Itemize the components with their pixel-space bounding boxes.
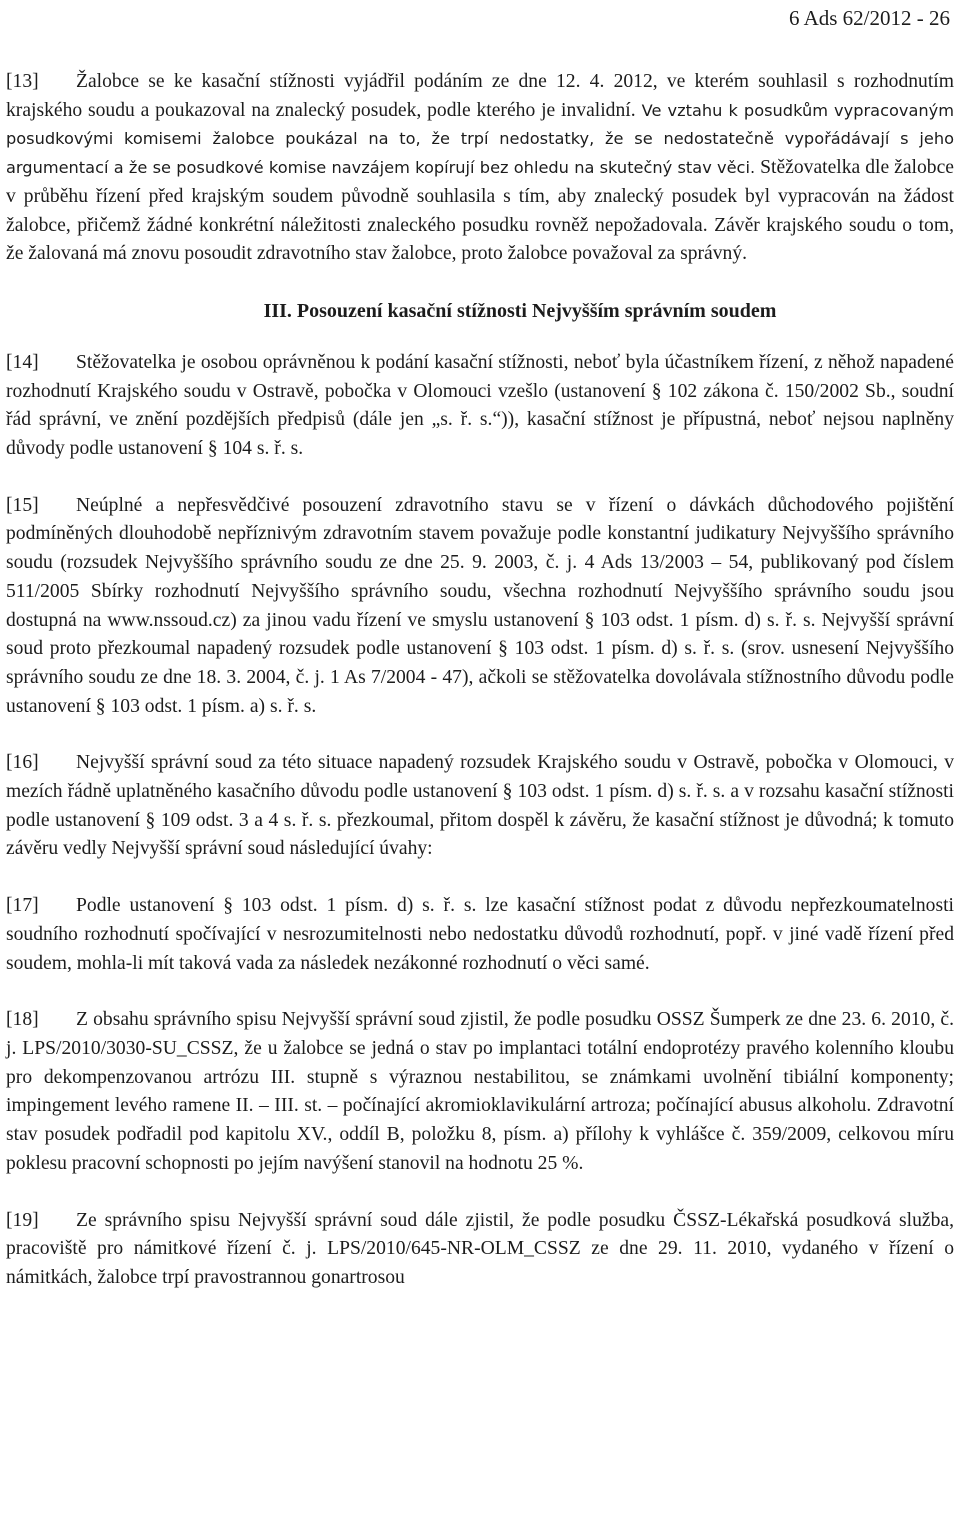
- document-body: [6, 68, 954, 1293]
- paragraph-number: [13]: [6, 71, 39, 92]
- paragraph-number: [18]: [6, 1009, 39, 1031]
- paragraph-17: [6, 892, 954, 978]
- paragraph-number: [15]: [6, 494, 39, 516]
- paragraph-text: Neúplné a nepřesvědčivé posouzení zdravotního stavu se v řízení o dávkách důchodového pojištění podmíněných dlouhodobě nepříznivým zdravotním stavem považuje podle konstantní judikatury Nejvyššího správního soudu (rozsudek Nejvyššího správního soudu ze dne 25. 9. 2003, č. j. 4 Ads 13/2003 – 54, publikovaný pod číslem 511/2005 Sbírky rozhodnutí Nejvyššího správního soudu, všechna rozhodnutí Nejvyššího správního soudu jsou dostupná na www.nssoud.cz) za jinou vadu řízení ve smyslu ustanovení § 103 odst. 1 písm. d) s. ř. s. Nejvyšší správní soud proto přezkoumal napadený rozsudek podle ustanovení § 103 odst. 1 písm. d) s. ř. s. (srov. usnesení Nejvyššího správního soudu ze dne 18. 3. 2004, č. j. 1 As 7/2004 - 47), ačkoli se stěžovatelka dovolávala stížnostního důvodu podle ustanovení § 103 odst. 1 písm. a) s. ř. s.: [6, 494, 954, 717]
- paragraph-text: Stěžovatelka je osobou oprávněnou k podání kasační stížnosti, neboť byla účastníkem řízení, z něhož napadené rozhodnutí Krajského soudu v Ostravě, pobočka v Olomouci vzešlo (ustanovení § 102 zákona č. 150/2002 Sb., soudní řád správní, ve znění pozdějších předpisů (dále jen „s. ř. s.“)), kasační stížnost je přípustná, neboť nejsou naplněny důvody podle ustanovení § 104 s. ř. s.: [6, 351, 954, 460]
- case-reference-header: 6 Ads 62/2012 - 26: [788, 6, 950, 30]
- paragraph-number: [14]: [6, 351, 39, 373]
- paragraph-number: [19]: [6, 1209, 39, 1231]
- paragraph-13: [6, 68, 954, 269]
- paragraph-14: [6, 349, 954, 464]
- paragraph-text: Stěžovatelka dle žalobce v průběhu řízení před krajským soudem původně souhlasila s tím, aby znalecký posudek byl vypracován na žádost žalobce, přičemž žádné konkrétní náležitosti znaleckého posudku rovněž nepožadovala. Závěr krajského soudu o tom, že žalovaná má znovu posoudit zdravotního stav žalobce, proto žalobce považoval za správný.: [6, 157, 954, 265]
- paragraph-text-sans: Ve vztahu k posudkům vypracovaným posudkovými komisemi žalobce poukázal na to, že trpí nedostatky, že se nedostatečně vypořádávají s jeho argumentací a že se posudkové komise navzájem kopírují bez ohledu na skutečný stav věci.: [6, 100, 954, 178]
- paragraph-18: [6, 1006, 954, 1178]
- paragraph-text: Nejvyšší správní soud za této situace napadený rozsudek Krajského soudu v Ostravě, pobočka v Olomouci, v mezích řádně uplatněného kasačního důvodu podle ustanovení § 103 odst. 1 písm. d) s. ř. s. a v rozsahu kasační stížnosti podle ustanovení § 109 odst. 3 a 4 s. ř. s. přezkoumal, přitom dospěl k závěru, že kasační stížnost je důvodná; k tomuto závěru vedly Nejvyšší správní soud následující úvahy:: [6, 752, 954, 860]
- paragraph-text: Ze správního spisu Nejvyšší správní soud dále zjistil, že podle posudku ČSSZ-Lékařská posudková služba, pracoviště pro námitkové řízení č. j. LPS/2010/645-NR-OLM_CSSZ ze dne 29. 11. 2010, vydaného v řízení o námitkách, žalobce trpí pravostrannou gonartrosou: [6, 1209, 954, 1288]
- paragraph-16: [6, 749, 954, 864]
- paragraph-text: Podle ustanovení § 103 odst. 1 písm. d) s. ř. s. lze kasační stížnost podat z důvodu nepřezkoumatelnosti soudního rozhodnutí spočívající v nesrozumitelnosti nebo nedostatku důvodů rozhodnutí, popř. v jiné vadě řízení před soudem, mohla-li mít taková vada za následek nezákonné rozhodnutí o věci samé.: [6, 895, 954, 974]
- paragraph-15: [6, 492, 954, 722]
- paragraph-number: [17]: [6, 895, 39, 917]
- paragraph-19: [6, 1207, 954, 1293]
- paragraph-text: Žalobce se ke kasační stížnosti vyjádřil podáním ze dne 12. 4. 2012, ve kterém souhlasil s rozhodnutím krajského soudu a poukazoval na znalecký posudek, podle kterého je invalidní.: [6, 71, 954, 121]
- paragraph-text: Z obsahu správního spisu Nejvyšší správní soud zjistil, že podle posudku OSSZ Šumperk ze dne 23. 6. 2010, č. j. LPS/2010/3030-SU_CSSZ, že u žalobce se jedná o stav po implantaci totální endoprotézy pravého kolenního kloubu pro dekompenzovanou artrózu III. stupně s výraznou nestabilitou, se známkami uvolnění tibiální komponenty; impingement levého ramene II. – III. st. – počínající akromioklavikulární artroza; počínající abusus alkoholu. Zdravotní stav posudek podřadil pod kapitolu XV., oddíl B, položku 8, písm. a) přílohy k vyhlášce č. 359/2009, celkovou míru poklesu pracovní schopnosti po jejím navýšení stanovil na hodnotu 25 %.: [6, 1009, 954, 1174]
- section-heading: III. Posouzení kasační stížnosti Nejvyšším správním soudem: [263, 299, 777, 322]
- paragraph-number: [16]: [6, 752, 39, 774]
